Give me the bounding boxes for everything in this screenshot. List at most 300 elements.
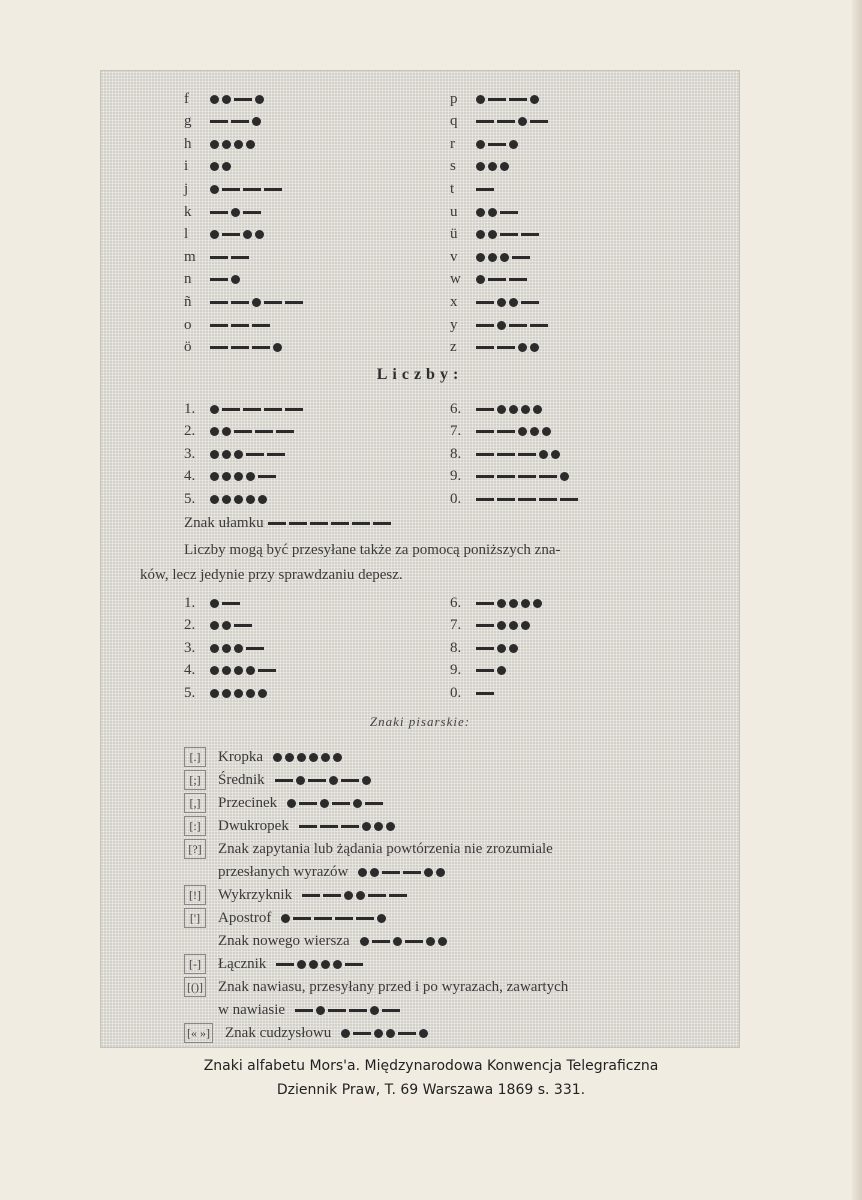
fraction-label: Znak ułamku — [184, 514, 264, 531]
short-number-code — [210, 666, 276, 675]
short-number-code — [210, 644, 264, 653]
morse-dot — [509, 599, 518, 608]
morse-dot — [488, 162, 497, 171]
punctuation-row-continued — [218, 999, 400, 1021]
short-number-label: 4. — [184, 662, 196, 679]
morse-dash — [518, 453, 536, 456]
morse-dot — [386, 822, 395, 831]
short-number-label: 3. — [184, 639, 196, 656]
letter-label: t — [450, 180, 455, 197]
morse-dash — [373, 522, 391, 525]
morse-dot — [210, 230, 219, 239]
morse-dot — [353, 799, 362, 808]
morse-dash — [476, 120, 494, 123]
morse-dot — [222, 689, 231, 698]
number-label: 5. — [184, 490, 196, 507]
morse-dot — [231, 275, 240, 284]
punctuation-symbol — [184, 931, 206, 951]
printed-plate — [100, 70, 740, 1048]
letter-label: j — [184, 180, 189, 197]
morse-dot — [497, 321, 506, 330]
number-row — [184, 398, 303, 420]
caption-line-1: Znaki alfabetu Mors'a. Międzynarodowa Konwencja Telegraficzna — [203, 1058, 659, 1074]
morse-dot — [222, 427, 231, 436]
morse-dash — [335, 917, 353, 920]
punctuation-code — [281, 914, 386, 923]
punctuation-row — [184, 792, 383, 814]
letter-label: n — [184, 271, 192, 288]
punctuation-row — [184, 746, 342, 768]
letter-row — [450, 156, 509, 178]
morse-dot — [309, 960, 318, 969]
morse-dash — [222, 602, 240, 605]
letter-code — [476, 253, 530, 262]
morse-dash — [403, 871, 421, 874]
morse-dash — [210, 120, 228, 123]
letter-code — [210, 298, 303, 307]
letter-code — [210, 95, 264, 104]
punctuation-name-continued: w nawiasie — [218, 1001, 286, 1018]
letter-label: f — [184, 90, 189, 107]
morse-dot — [309, 753, 318, 762]
morse-dot — [210, 666, 219, 675]
morse-dot — [518, 343, 527, 352]
morse-dash — [264, 301, 282, 304]
morse-dash — [243, 211, 261, 214]
morse-dash — [500, 233, 518, 236]
morse-dot — [386, 1029, 395, 1038]
morse-dash — [222, 408, 240, 411]
punctuation-name: Dwukropek — [218, 817, 289, 834]
morse-dot — [329, 776, 338, 785]
letter-row — [450, 291, 539, 313]
morse-dot — [509, 644, 518, 653]
punctuation-code — [273, 753, 342, 762]
morse-dot — [393, 937, 402, 946]
morse-dot — [296, 776, 305, 785]
paragraph-line-2: ków, lecz jedynie przy sprawdzaniu depesz. — [140, 567, 403, 583]
punctuation-name: Przecinek — [218, 794, 278, 811]
letter-label: h — [184, 135, 192, 152]
short-number-code — [476, 692, 494, 695]
letter-label: m — [184, 248, 196, 265]
morse-dash — [389, 894, 407, 897]
morse-dash — [372, 940, 390, 943]
morse-dot — [358, 868, 367, 877]
short-number-code — [476, 666, 506, 675]
morse-dot — [210, 427, 219, 436]
morse-dot — [533, 405, 542, 414]
number-label: 0. — [450, 490, 462, 507]
morse-dot — [316, 1006, 325, 1015]
morse-dot — [542, 427, 551, 436]
number-label: 9. — [450, 468, 462, 485]
caption-line-2: Dziennik Praw, T. 69 Warszawa 1869 s. 331. — [276, 1082, 586, 1098]
morse-dot — [370, 868, 379, 877]
morse-dash — [476, 408, 494, 411]
morse-dash — [258, 475, 276, 478]
morse-dash — [234, 430, 252, 433]
morse-dot — [497, 666, 506, 675]
letter-label: p — [450, 90, 458, 107]
punctuation-code — [302, 891, 407, 900]
morse-dash — [231, 301, 249, 304]
morse-dot — [362, 822, 371, 831]
morse-dot — [497, 298, 506, 307]
morse-dot — [509, 405, 518, 414]
letter-row — [450, 178, 494, 200]
morse-dot — [476, 162, 485, 171]
letter-code — [210, 230, 264, 239]
morse-dash — [323, 894, 341, 897]
morse-dash — [268, 522, 286, 525]
morse-dot — [210, 95, 219, 104]
morse-dash — [476, 430, 494, 433]
morse-dash — [275, 779, 293, 782]
punctuation-row-continued — [218, 861, 445, 883]
morse-dot — [518, 427, 527, 436]
short-number-code — [210, 599, 240, 608]
number-row — [184, 488, 267, 510]
morse-dot — [210, 599, 219, 608]
punctuation-name: Kropka — [218, 748, 263, 765]
morse-dash — [308, 779, 326, 782]
morse-dash — [210, 211, 228, 214]
short-number-label: 7. — [450, 617, 462, 634]
morse-dot — [281, 914, 290, 923]
number-label: 8. — [450, 445, 462, 462]
letter-row — [450, 224, 539, 246]
morse-dot — [273, 343, 282, 352]
letter-code — [476, 321, 548, 330]
morse-dash — [345, 963, 363, 966]
punctuation-name: Znak cudzysłowu — [225, 1024, 332, 1041]
number-code — [476, 405, 542, 414]
short-number-code — [210, 621, 252, 630]
morse-dash — [320, 825, 338, 828]
morse-dash — [310, 522, 328, 525]
short-number-code — [476, 621, 530, 630]
morse-dot — [210, 644, 219, 653]
punctuation-symbol: [!] — [184, 885, 206, 905]
morse-dash — [210, 301, 228, 304]
punctuation-name-continued: przesłanych wyrazów — [218, 863, 349, 880]
morse-dash — [497, 430, 515, 433]
number-row — [184, 421, 294, 443]
morse-dot — [234, 689, 243, 698]
number-label: 4. — [184, 468, 196, 485]
letter-label: i — [184, 158, 189, 175]
morse-dot — [424, 868, 433, 877]
letter-code — [210, 256, 249, 259]
morse-dash — [530, 324, 548, 327]
letter-label: r — [450, 135, 455, 152]
morse-dot — [374, 1029, 383, 1038]
morse-dot — [333, 960, 342, 969]
morse-dash — [222, 233, 240, 236]
morse-dash — [488, 278, 506, 281]
morse-dot — [530, 427, 539, 436]
letter-code — [476, 117, 548, 126]
morse-dot — [476, 230, 485, 239]
letter-row — [450, 111, 548, 133]
morse-dot — [320, 799, 329, 808]
fraction-code — [268, 522, 391, 525]
letter-label: q — [450, 113, 458, 130]
punctuation-name: Łącznik — [218, 955, 267, 972]
number-code — [210, 450, 285, 459]
punctuation-row — [184, 1022, 428, 1044]
morse-dash — [476, 324, 494, 327]
morse-dash — [509, 98, 527, 101]
morse-dot — [374, 822, 383, 831]
number-row — [450, 488, 578, 510]
punctuation-code — [360, 937, 447, 946]
morse-dot — [222, 140, 231, 149]
morse-dot — [436, 868, 445, 877]
short-number-label: 2. — [184, 617, 196, 634]
number-row — [450, 443, 560, 465]
morse-dash — [476, 188, 494, 191]
number-label: 7. — [450, 423, 462, 440]
letter-code — [476, 140, 518, 149]
morse-dot — [297, 960, 306, 969]
number-row — [184, 443, 285, 465]
letter-label: y — [450, 316, 458, 333]
morse-dot — [210, 472, 219, 481]
letter-label: l — [184, 226, 189, 243]
number-row — [450, 466, 569, 488]
letter-label: x — [450, 293, 458, 310]
morse-dash — [497, 453, 515, 456]
punctuation-symbol: [,] — [184, 793, 206, 813]
morse-dash — [210, 256, 228, 259]
morse-dot — [210, 621, 219, 630]
morse-dot — [246, 495, 255, 504]
morse-dash — [382, 1009, 400, 1012]
fraction-row — [184, 512, 391, 534]
number-code — [476, 450, 560, 459]
morse-dash — [497, 120, 515, 123]
morse-dot — [231, 208, 240, 217]
punctuation-symbol: [?] — [184, 839, 206, 859]
morse-dash — [476, 475, 494, 478]
morse-dot — [476, 140, 485, 149]
morse-dash — [264, 188, 282, 191]
letter-label: g — [184, 113, 192, 130]
morse-dash — [302, 894, 320, 897]
morse-dot — [234, 472, 243, 481]
morse-dash — [476, 602, 494, 605]
punctuation-symbol: [-] — [184, 954, 206, 974]
morse-dot — [518, 117, 527, 126]
short-number-row — [450, 660, 506, 682]
letter-label: s — [450, 158, 456, 175]
morse-dot — [222, 162, 231, 171]
morse-dash — [231, 120, 249, 123]
letter-label: ö — [184, 339, 192, 356]
morse-dot — [497, 599, 506, 608]
morse-dot — [246, 140, 255, 149]
morse-dash — [352, 522, 370, 525]
morse-dash — [328, 1009, 346, 1012]
punctuation-symbol: [()] — [184, 977, 206, 997]
morse-dash — [488, 143, 506, 146]
short-number-row — [184, 637, 264, 659]
letter-code — [476, 188, 494, 191]
morse-dash — [539, 475, 557, 478]
morse-dash — [365, 802, 383, 805]
letter-row — [184, 111, 261, 133]
punctuation-code — [276, 960, 363, 969]
letter-row — [184, 337, 282, 359]
morse-dot — [287, 799, 296, 808]
punctuation-symbol: [« »] — [184, 1023, 213, 1043]
short-number-code — [476, 644, 518, 653]
letter-code — [210, 117, 261, 126]
morse-dot — [297, 753, 306, 762]
morse-dash — [258, 669, 276, 672]
morse-dash — [255, 430, 273, 433]
morse-dash — [476, 498, 494, 501]
morse-dash — [231, 346, 249, 349]
morse-dot — [210, 140, 219, 149]
morse-dash — [210, 346, 228, 349]
morse-dash — [234, 624, 252, 627]
morse-dash — [246, 453, 264, 456]
number-code — [210, 427, 294, 436]
morse-dot — [360, 937, 369, 946]
punctuation-row — [184, 907, 386, 929]
morse-dash — [276, 430, 294, 433]
punctuation-name: Średnik — [218, 771, 265, 788]
morse-dot — [234, 495, 243, 504]
morse-dot — [488, 230, 497, 239]
morse-dot — [362, 776, 371, 785]
morse-dot — [509, 140, 518, 149]
morse-dot — [210, 185, 219, 194]
morse-dash — [264, 408, 282, 411]
letter-code — [476, 230, 539, 239]
morse-dash — [332, 802, 350, 805]
letter-row — [184, 224, 264, 246]
morse-dash — [497, 346, 515, 349]
morse-dot — [500, 162, 509, 171]
punctuation-code — [341, 1029, 428, 1038]
letter-row — [184, 314, 270, 336]
morse-dash — [341, 779, 359, 782]
letter-label: u — [450, 203, 458, 220]
morse-dot — [321, 753, 330, 762]
morse-dot — [255, 95, 264, 104]
morse-dash — [349, 1009, 367, 1012]
morse-dot — [497, 405, 506, 414]
number-row — [450, 398, 542, 420]
number-row — [184, 466, 276, 488]
morse-dot — [438, 937, 447, 946]
morse-dot — [530, 95, 539, 104]
punctuation-name: Znak nawiasu, przesyłany przed i po wyrazach, zawartych — [218, 978, 569, 995]
number-label: 6. — [450, 400, 462, 417]
punctuation-code — [275, 776, 371, 785]
morse-dot — [210, 689, 219, 698]
morse-dot — [234, 450, 243, 459]
morse-dash — [353, 1032, 371, 1035]
morse-dot — [476, 253, 485, 262]
morse-dot — [285, 753, 294, 762]
punctuation-symbol: [:] — [184, 816, 206, 836]
morse-dot — [333, 753, 342, 762]
letter-row — [450, 88, 539, 110]
punctuation-symbol: ['] — [184, 908, 206, 928]
morse-dot — [222, 666, 231, 675]
punctuation-code — [358, 868, 445, 877]
morse-dash — [210, 324, 228, 327]
punctuation-name: Apostrof — [218, 909, 272, 926]
letter-code — [210, 324, 270, 327]
letter-row — [450, 314, 548, 336]
morse-dot — [497, 644, 506, 653]
morse-dash — [234, 98, 252, 101]
morse-dash — [476, 692, 494, 695]
morse-dot — [488, 253, 497, 262]
morse-dot — [273, 753, 282, 762]
punctuation-heading: Znaki pisarskie: — [369, 714, 471, 729]
short-number-label: 1. — [184, 594, 196, 611]
morse-dot — [426, 937, 435, 946]
number-code — [210, 495, 267, 504]
letter-label: v — [450, 248, 458, 265]
morse-dash — [560, 498, 578, 501]
morse-dot — [344, 891, 353, 900]
morse-dot — [560, 472, 569, 481]
short-number-label: 6. — [450, 594, 462, 611]
letter-row — [184, 269, 240, 291]
punctuation-row — [184, 769, 371, 791]
morse-dash — [299, 802, 317, 805]
morse-dot — [370, 1006, 379, 1015]
short-number-label: 8. — [450, 639, 462, 656]
morse-dash — [246, 647, 264, 650]
letter-row — [184, 178, 282, 200]
morse-dash — [518, 475, 536, 478]
morse-dash — [285, 408, 303, 411]
punctuation-code — [287, 799, 383, 808]
morse-dash — [509, 278, 527, 281]
morse-dash — [398, 1032, 416, 1035]
morse-dash — [222, 188, 240, 191]
short-number-row — [184, 660, 276, 682]
morse-dash — [285, 301, 303, 304]
morse-dot — [476, 275, 485, 284]
short-number-code — [476, 599, 542, 608]
morse-dash — [530, 120, 548, 123]
letter-label: w — [450, 271, 461, 288]
letter-code — [476, 162, 509, 171]
morse-dot — [539, 450, 548, 459]
letter-label: o — [184, 316, 192, 333]
letter-code — [210, 140, 255, 149]
letter-row — [184, 201, 261, 223]
letter-code — [476, 95, 539, 104]
punctuation-row — [184, 976, 574, 998]
morse-dash — [314, 917, 332, 920]
letter-row — [184, 246, 249, 268]
morse-dot — [222, 621, 231, 630]
morse-dot — [551, 450, 560, 459]
letter-label: ü — [450, 226, 458, 243]
letter-row — [450, 201, 518, 223]
